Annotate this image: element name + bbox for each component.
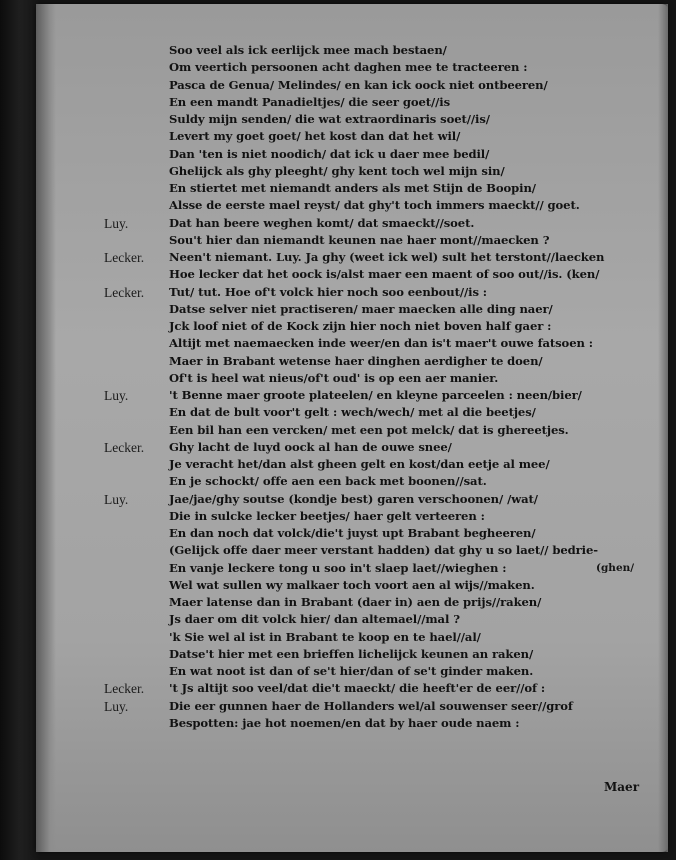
verse-text: Een bil han een vercken/ met een pot melck/ dat is ghereetjes. xyxy=(169,422,569,437)
verse-text: Jae/jae/ghy soutse (kondje best) garen verschoonen/ /wat/ xyxy=(169,491,538,506)
speaker-label: Luy. xyxy=(104,491,129,507)
verse-line xyxy=(36,646,668,663)
verse-text: En wat noot ist dan of se't hier/dan of se't ginder maken. xyxy=(169,664,534,678)
speaker-label: Luy. xyxy=(104,388,129,403)
verse-text: Jck loof niet of de Kock zijn hier noch niet boven half gaer : xyxy=(169,319,552,333)
verse-text: 'k Sie wel al ist in Brabant te koop en te hael//al/ xyxy=(169,629,481,644)
verse-line xyxy=(36,680,668,697)
verse-line xyxy=(36,456,668,473)
verse-line xyxy=(36,663,668,680)
verse-line xyxy=(36,715,668,732)
verse-line xyxy=(36,629,668,646)
speaker-label: Lecker. xyxy=(104,250,145,265)
verse-text: Pasca de Genua/ Melindes/ en kan ick oock niet ontbeeren/ xyxy=(169,77,548,92)
catchword: Maer xyxy=(604,780,640,794)
verse-line xyxy=(36,318,668,335)
verse-text: En je schockt/ offe aen een back met boonen//sat. xyxy=(169,474,487,489)
verse-text: Maer in Brabant wetense haer dinghen aerdigher te doen/ xyxy=(169,353,543,368)
verse-line xyxy=(36,404,668,421)
verse-text: Neen't niemant. Luy. Ja ghy (weet ick wel) sult het terstont//laecken xyxy=(169,250,605,264)
verse-text: Suldy mijn senden/ die wat extraordinaris soet//is/ xyxy=(169,112,490,126)
verse-text: Datse't hier met een brieffen lichelijck keunen an raken/ xyxy=(169,646,534,661)
verse-text: Dan 'ten is niet noodich/ dat ick u daer mee bedil/ xyxy=(169,146,490,161)
verse-text: Om veertich persoonen acht daghen mee te tracteeren : xyxy=(169,60,528,75)
verse-line xyxy=(36,301,668,318)
verse-text: Soo veel als ick eerlijck mee mach bestaen/ xyxy=(169,43,447,57)
verse-line xyxy=(36,180,668,197)
verse-line xyxy=(36,577,668,594)
margin-note: (ghen/ xyxy=(596,561,635,574)
verse-text: Bespotten: jae hot noemen/en dat by haer oude naem : xyxy=(169,715,520,730)
verse-text: Ghy lacht de luyd oock al han de ouwe snee/ xyxy=(169,439,452,454)
verse-line xyxy=(36,59,668,76)
verse-text: Dat han beere weghen komt/ dat smaeckt//soet. xyxy=(169,215,475,230)
verse-text: Altijt met naemaecken inde weer/en dan is't maer't ouwe fatsoen : xyxy=(169,336,593,351)
verse-text: Wel wat sullen wy malkaer toch voort aen al wijs//maken. xyxy=(169,577,535,592)
speaker-label: Luy. xyxy=(104,698,129,714)
verse-line xyxy=(36,266,668,283)
verse-text: Datse selver niet practiseren/ maer maecken alle ding naer/ xyxy=(169,301,553,316)
verse-text: Alsse de eerste mael reyst/ dat ghy't toch immers maeckt// goet. xyxy=(169,198,580,213)
verse-line xyxy=(36,370,668,387)
verse-line xyxy=(36,422,668,439)
verse-text: Maer latense dan in Brabant (daer in) aen de prijs//raken/ xyxy=(169,595,542,609)
verse-line xyxy=(36,42,668,59)
speaker-label: Lecker. xyxy=(104,681,145,697)
verse-line xyxy=(36,232,668,249)
verse-text: En dat de bult voor't gelt : wech/wech/ met al die beetjes/ xyxy=(169,405,536,420)
verse-line xyxy=(36,473,668,490)
verse-text: En vanje leckere tong u soo in't slaep laet//wieghen : xyxy=(169,560,507,575)
verse-text: Of't is heel wat nieus/of't oud' is op een aer manier. xyxy=(169,370,499,385)
verse-text: En stiertet met niemandt anders als met Stijn de Boopin/ xyxy=(169,181,536,195)
verse-line xyxy=(36,560,668,577)
verse-line xyxy=(36,163,668,180)
verse-line xyxy=(36,594,668,611)
verse-line xyxy=(36,698,668,715)
verse-line xyxy=(36,215,668,232)
speaker-label: Lecker. xyxy=(104,284,145,300)
book-page xyxy=(36,4,668,852)
verse-line xyxy=(36,611,668,628)
verse-line xyxy=(36,128,668,145)
verse-text: Ghelijck als ghy pleeght/ ghy kent toch wel mijn sin/ xyxy=(169,163,505,178)
verse-line xyxy=(36,353,668,370)
verse-text: Tut/ tut. Hoe of't volck hier noch soo eenbout//is : xyxy=(169,284,487,299)
verse-line xyxy=(36,508,668,525)
verse-text: Js daer om dit volck hier/ dan altemael//mal ? xyxy=(169,612,460,627)
verse-text: Die in sulcke lecker beetjes/ haer gelt verteeren : xyxy=(169,508,485,523)
verse-text: Sou't hier dan niemandt keunen nae haer mont//maecken ? xyxy=(169,232,550,247)
verse-line xyxy=(36,525,668,542)
verse-line xyxy=(36,111,668,128)
verse-line xyxy=(36,284,668,301)
verse-text: (Gelijck offe daer meer verstant hadden) dat ghy u so laet// bedrie- xyxy=(169,543,598,558)
verse-line xyxy=(36,249,668,266)
verse-line xyxy=(36,439,668,456)
verse-line xyxy=(36,94,668,111)
verse-line xyxy=(36,387,668,404)
verse-text: Je veracht het/dan alst gheen gelt en kost/dan eetje al mee/ xyxy=(169,457,550,471)
verse-text: 't Js altijt soo veel/dat die't maeckt/ die heeft'er de eer//of : xyxy=(169,681,546,696)
verse-line xyxy=(36,77,668,94)
verse-text-block xyxy=(36,42,668,732)
verse-line xyxy=(36,335,668,352)
verse-text: Levert my goet goet/ het kost dan dat het wil/ xyxy=(169,129,461,144)
verse-text: En dan noch dat volck/die't juyst upt Brabant begheeren/ xyxy=(169,526,536,540)
speaker-label: Lecker. xyxy=(104,439,145,455)
verse-line xyxy=(36,197,668,214)
verse-text: Die eer gunnen haer de Hollanders wel/al souwenser seer//grof xyxy=(169,698,573,713)
verse-line xyxy=(36,542,668,559)
verse-text: 't Benne maer groote plateelen/ en kleyne parceelen : neen/bier/ xyxy=(169,388,582,402)
speaker-label: Luy. xyxy=(104,215,129,231)
verse-line xyxy=(36,491,668,508)
verse-line xyxy=(36,146,668,163)
verse-text: Hoe lecker dat het oock is/alst maer een maent of soo out//is. (ken/ xyxy=(169,267,600,282)
verse-text: En een mandt Panadieltjes/ die seer goet//is xyxy=(169,94,451,109)
